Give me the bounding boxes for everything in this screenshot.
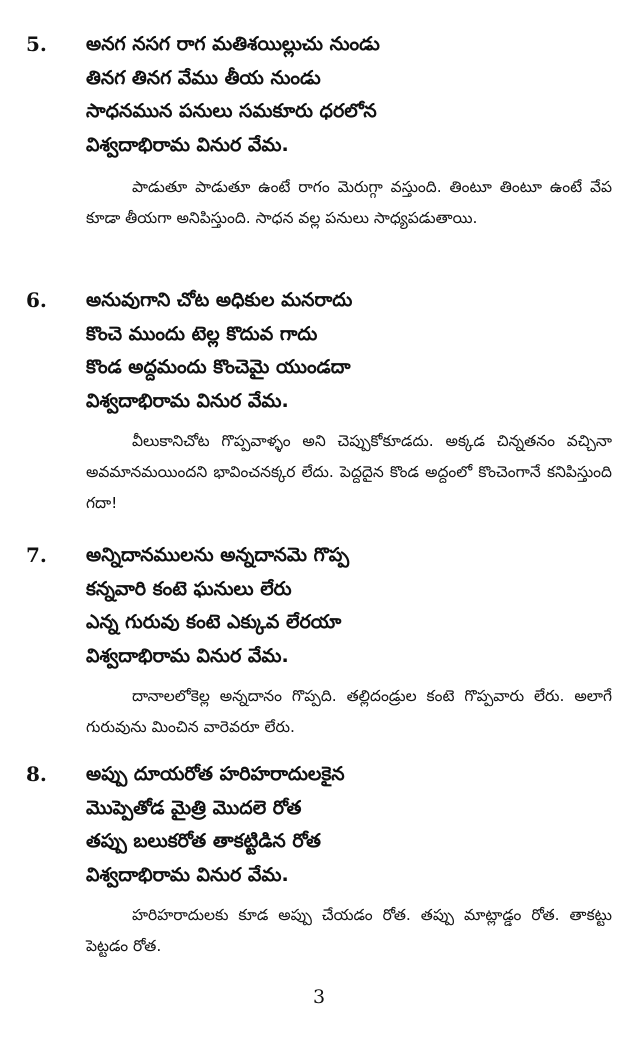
verse-line-1: అనువుగాని చోట అధికుల మనరాదు	[86, 289, 353, 311]
verse-line-1: అప్పు దూయరోత హరిహరాదులకైన	[86, 763, 345, 785]
verse-number: 8.	[26, 762, 47, 786]
verse-meaning: దానాలలోకెల్ల అన్నదానం గొప్పది. తల్లిదండ్రుల కంటె గొప్పవారు లేరు. అలాగే గురువును మించిన వారెవరూ లేరు.	[86, 687, 612, 736]
verse-meaning: హరిహరాదులకు కూడ అప్పు చేయడం రోత. తప్పు మాట్లాడ్డం రోత. తాకట్టు పెట్టడం రోత.	[86, 906, 612, 955]
verse-line-3: కొండ అద్దమందు కొంచెమై యుండదా	[86, 356, 351, 378]
verse-line-1: అనగ నసగ రాగ మతిశయిల్లుచు నుండు	[86, 33, 380, 55]
verse-number: 6.	[26, 288, 47, 312]
verse-meaning: పాడుతూ పాడుతూ ఉంటే రాగం మెరుగ్గా వస్తుంది. తింటూ తింటూ ఉంటే వేప కూడా తీయగా అనిపిస్తుంది. సాధన వల్ల పనులు సాధ్యపడుతాయి.	[86, 178, 612, 227]
verse-line-2: తినగ తినగ వేము తీయ నుండు	[86, 67, 321, 89]
page-number: 3	[312, 986, 326, 1008]
verse-line-4: విశ్వదాభిరామ వినుర వేమ.	[86, 864, 289, 886]
verse-line-3: ఎన్న గురువు కంటె ఎక్కువ లేరయా	[86, 611, 342, 633]
verse-line-4: విశ్వదాభిరామ వినుర వేమ.	[86, 134, 289, 156]
verse-line-2: కొంచె ముందు టెల్ల కొదువ గాదు	[86, 323, 318, 345]
verse-line-2: మొప్పెతోడ మైత్రి మొదలె రోత	[86, 797, 302, 819]
verse-line-1: అన్నిదానములను అన్నదానమె గొప్ప	[86, 544, 350, 566]
verse-line-2: కన్నవారి కంటె ఘనులు లేరు	[86, 578, 292, 600]
verse-number: 5.	[26, 32, 47, 56]
verse-meaning: వీలుకానిచోట గొప్పవాళ్ళం అని చెప్పుకోకూడదు. అక్కడ చిన్నతనం వచ్చినా అవమానమయిందని భావించనక్కర లేదు. పెద్దదైన కొండ అద్దంలో కొంచెంగానే కనిపిస్తుంది గదా!	[86, 432, 612, 512]
verse-number: 7.	[26, 543, 47, 567]
verse-line-4: విశ్వదాభిరామ వినుర వేమ.	[86, 390, 289, 412]
verse-line-3: తప్పు బలుకరోత తాకట్టిడిన రోత	[86, 830, 321, 852]
verse-line-4: విశ్వదాభిరామ వినుర వేమ.	[86, 645, 289, 667]
verse-line-3: సాధనమున పనులు సమకూరు ధరలోన	[86, 100, 377, 122]
